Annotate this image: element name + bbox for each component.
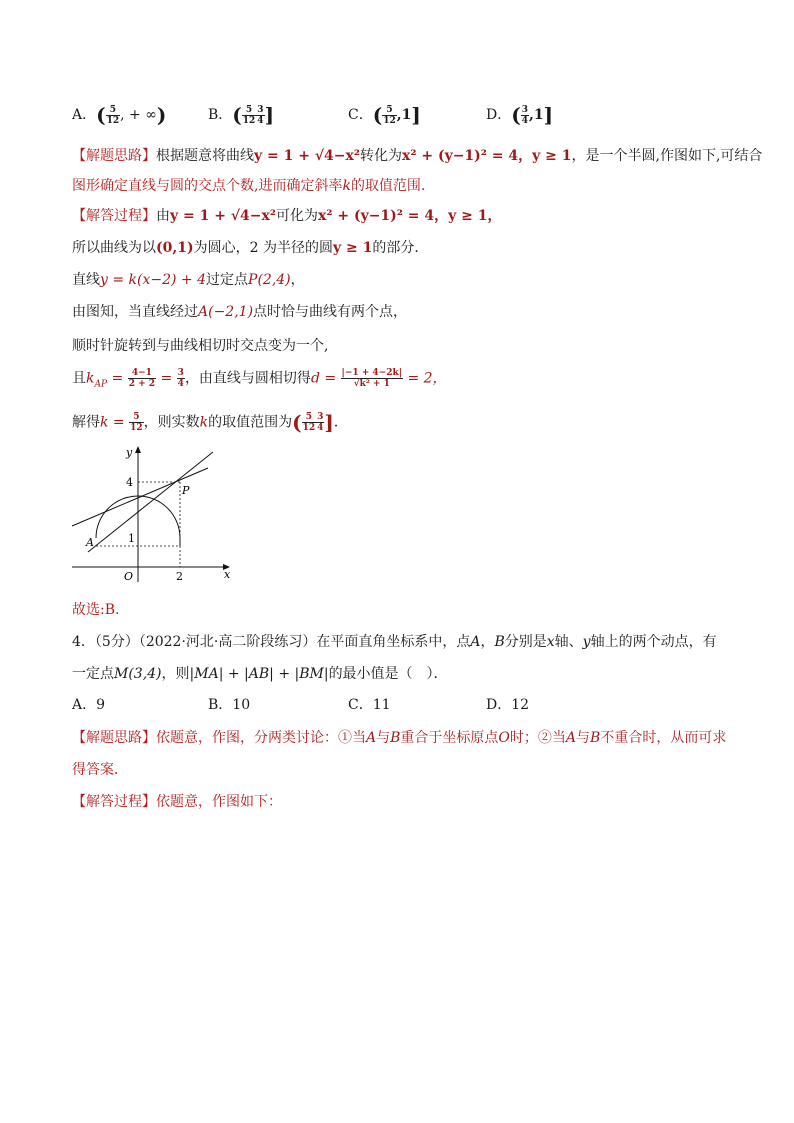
q3-option-a: A．( $\frac{5}{12}$ , + ∞)	[72, 103, 167, 127]
q4-option-c: C．11	[348, 697, 391, 713]
tangent-line	[72, 468, 208, 526]
q3-option-c: C．( $\frac{5}{12}$ ,1]	[348, 103, 421, 127]
q4-process-line: 【解答过程】依题意，作图如下：	[72, 794, 282, 810]
fraction: $\frac{5}{12}$	[130, 412, 143, 433]
idea-tag: 【解题思路】	[72, 148, 156, 164]
fraction: $\frac{5}{12}$	[106, 104, 120, 126]
q4-idea-line-2: 得答案．	[72, 762, 128, 778]
fraction: $\frac{3}{4}$	[177, 368, 184, 389]
q4-idea-line-1: 【解题思路】依题意，作图，分两类讨论：①当A与B重合于坐标原点O时；②当A与B不重合时，从而可求	[72, 730, 727, 746]
q3-options	[72, 104, 632, 128]
label-a: A	[86, 536, 94, 549]
label-p: P	[182, 484, 190, 497]
q4-option-a: A．9	[72, 697, 106, 713]
fraction: $\frac{3}{4}$	[317, 412, 324, 433]
q3-process-line-4: 由图知，当直线经过A(−2,1)点时恰与曲线有两个点，	[72, 304, 408, 320]
semicircle-figure	[68, 442, 238, 587]
q4-stem-line-2: 一定点M(3,4)，则|MA| + |AB| + |BM|的最小值是（ ）．	[72, 666, 448, 682]
fraction: $\frac{|-1 + 4-2k|}{\text{√k² + 1}}$	[341, 368, 403, 389]
q3-process-line-3: 直线y = k(x−2) + 4过定点P(2,4)，	[72, 272, 305, 288]
fraction: $\frac{5}{12}$	[242, 104, 256, 126]
q3-answer: 故选:B.	[72, 602, 120, 618]
q4-option-d: D．12	[486, 697, 530, 713]
q3-idea-line-2: 图形确定直线与圆的交点个数,进而确定斜率k的取值范围.	[72, 178, 426, 194]
q3-idea-line-1: 【解题思路】根据题意将曲线y = 1 + √4−x²转化为x² + (y−1)² = 4，y ≥ 1，是一个半圆,作图如下,可结合	[72, 148, 763, 164]
label-4: 4	[126, 476, 133, 489]
q4-option-b: B．10	[208, 697, 251, 713]
label-x: x	[224, 568, 231, 581]
process-tag: 【解答过程】	[72, 208, 156, 224]
label-o: O	[124, 570, 134, 583]
fraction: $\frac{5}{12}$	[383, 104, 396, 126]
q4-options	[72, 694, 632, 716]
label-2: 2	[176, 570, 183, 583]
fraction: $\frac{4-1}{2 + 2}$	[128, 368, 156, 389]
label-y: y	[126, 446, 133, 459]
fraction: $\frac{5}{12}$	[302, 412, 316, 433]
q3-process-line-6: 且$k_{AP}$ = $\frac{4-1}{2 + 2}$ = $\frac{3}{4}$ ，由直线与圆相切得d = $\frac{|-1 + 4-2k|}{\text{√k² + 1}}$ = 2，	[72, 368, 447, 390]
q3-option-d: D．( $\frac{3}{4}$ ,1]	[486, 103, 554, 127]
q4-stem-line-1: 4．（5分）（2022·河北·高二阶段练习）在平面直角坐标系中，点A，B分别是x轴、y轴上的两个动点，有	[72, 634, 717, 650]
label-1: 1	[128, 532, 135, 545]
y-axis-arrow	[135, 446, 141, 453]
process-tag: 【解答过程】	[72, 794, 156, 810]
q3-process-line-2: 所以曲线为以(0,1)为圆心，2 为半径的圆y ≥ 1的部分．	[72, 240, 429, 256]
q3-option-b: B．( $\frac{5}{12}$ $\frac{3}{4}$ ]	[208, 103, 275, 127]
fraction: $\frac{3}{4}$	[521, 104, 528, 126]
q3-process-line-1: 【解答过程】由y = 1 + √4−x²可化为x² + (y−1)² = 4，y ≥ 1，	[72, 208, 502, 224]
idea-tag: 【解题思路】	[72, 730, 156, 746]
line-ap	[88, 452, 213, 552]
q3-process-line-7: 解得k = $\frac{5}{12}$ ，则实数k的取值范围为( $\frac{5}{12}$ $\frac{3}{4}$ ]．	[72, 410, 348, 435]
q3-process-line-5: 顺时针旋转到与曲线相切时交点变为一个,	[72, 338, 329, 354]
fraction: $\frac{3}{4}$	[257, 104, 264, 126]
